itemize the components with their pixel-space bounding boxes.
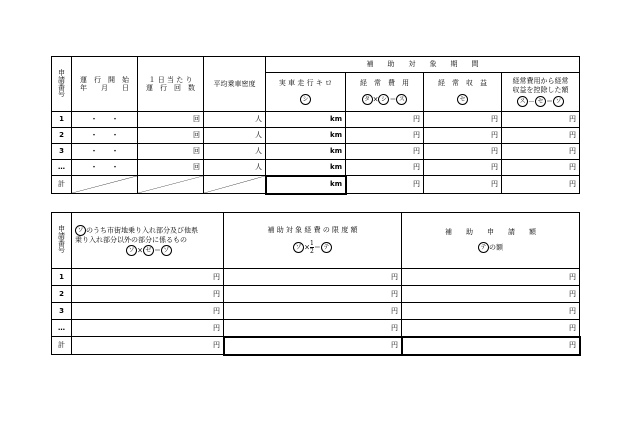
apply-header: 補 助 申 請 額 テ の額 bbox=[402, 213, 580, 269]
total-limit-field[interactable]: 円 bbox=[224, 337, 402, 355]
apply-field[interactable]: 円 bbox=[402, 320, 580, 337]
portion-field[interactable]: 円 bbox=[72, 269, 224, 286]
mark-zo-icon: ゾ bbox=[293, 242, 304, 253]
limit-header: 補 助 対 象 経 費 の 限 度 額 ゾ × $\frac{1}{2}$ ＝ テ bbox=[224, 213, 402, 269]
actual-km-header: 実 車 走 行 キ ロ シ bbox=[266, 73, 346, 112]
mark-so-icon: ソ bbox=[126, 245, 137, 256]
portion-field[interactable]: 円 bbox=[72, 286, 224, 303]
period-title: 補 助 対 象 期 間 bbox=[266, 57, 580, 73]
date-field[interactable]: ・ ・ bbox=[72, 128, 138, 144]
crossed-cell bbox=[72, 176, 138, 194]
km-field[interactable]: km bbox=[266, 112, 346, 128]
subsidy-limit-table bbox=[51, 212, 580, 355]
apply-field[interactable]: 円 bbox=[402, 286, 580, 303]
deduct-header: 経常費用から経常 収益を控除した額 ス － セ ＝ ソ bbox=[502, 73, 580, 112]
date-field[interactable]: ・ ・ bbox=[72, 160, 138, 176]
row-no: 2 bbox=[52, 286, 72, 303]
deduct-field[interactable]: 円 bbox=[502, 160, 580, 176]
row-no: 3 bbox=[52, 303, 72, 320]
deduct-field[interactable]: 円 bbox=[502, 128, 580, 144]
row-no: … bbox=[52, 160, 72, 176]
total-km-field[interactable]: km bbox=[266, 176, 346, 194]
runs-field[interactable]: 回 bbox=[138, 112, 204, 128]
crossed-cell bbox=[138, 176, 204, 194]
km-field[interactable]: km bbox=[266, 144, 346, 160]
mark-so-icon: ソ bbox=[553, 96, 564, 107]
mark-su-icon: ス bbox=[517, 96, 528, 107]
mark-su-icon: ス bbox=[396, 94, 407, 105]
revenue-field[interactable]: 円 bbox=[424, 144, 502, 160]
density-field[interactable]: 人 bbox=[204, 144, 266, 160]
cost-field[interactable]: 円 bbox=[346, 128, 424, 144]
mark-shi-icon: シ bbox=[300, 94, 311, 105]
cost-field[interactable]: 円 bbox=[346, 144, 424, 160]
density-field[interactable]: 人 bbox=[204, 160, 266, 176]
apply-field[interactable]: 円 bbox=[402, 303, 580, 320]
row-no: … bbox=[52, 320, 72, 337]
crossed-cell bbox=[204, 176, 266, 194]
mark-ze-icon: ゼ bbox=[143, 245, 154, 256]
revenue-field[interactable]: 円 bbox=[424, 160, 502, 176]
density-header: 平均乗車密度 bbox=[204, 57, 266, 112]
runs-field[interactable]: 回 bbox=[138, 128, 204, 144]
subsidy-period-table bbox=[51, 56, 580, 194]
table-row bbox=[52, 144, 580, 160]
deduct-field[interactable]: 円 bbox=[502, 112, 580, 128]
mark-se-icon: セ bbox=[535, 96, 546, 107]
density-field[interactable]: 人 bbox=[204, 112, 266, 128]
revenue-field[interactable]: 円 bbox=[424, 112, 502, 128]
limit-field[interactable]: 円 bbox=[224, 269, 402, 286]
table-row bbox=[52, 128, 580, 144]
limit-field[interactable]: 円 bbox=[224, 303, 402, 320]
start-date-header: 運 行 開 始 年 月 日 bbox=[72, 57, 138, 112]
table-row bbox=[52, 269, 580, 286]
apply-field[interactable]: 円 bbox=[402, 269, 580, 286]
deduct-field[interactable]: 円 bbox=[502, 144, 580, 160]
mark-zo-icon: ゾ bbox=[161, 245, 172, 256]
cost-field[interactable]: 円 bbox=[346, 160, 424, 176]
runs-field[interactable]: 回 bbox=[138, 144, 204, 160]
total-portion-field[interactable]: 円 bbox=[72, 337, 224, 355]
km-field[interactable]: km bbox=[266, 128, 346, 144]
limit-field[interactable]: 円 bbox=[224, 320, 402, 337]
one-half-fraction: $\frac{1}{2}$ bbox=[310, 239, 314, 255]
mark-ta-icon: タ bbox=[362, 94, 373, 105]
mark-so-icon: ソ bbox=[75, 225, 86, 236]
mark-te-icon: テ bbox=[321, 242, 332, 253]
revenue-field[interactable]: 円 bbox=[424, 128, 502, 144]
table-row bbox=[52, 160, 580, 176]
density-field[interactable]: 人 bbox=[204, 128, 266, 144]
limit-field[interactable]: 円 bbox=[224, 286, 402, 303]
date-field[interactable]: ・ ・ bbox=[72, 112, 138, 128]
km-field[interactable]: km bbox=[266, 160, 346, 176]
table-row bbox=[52, 303, 580, 320]
row-no: 1 bbox=[52, 269, 72, 286]
mark-te-icon: テ bbox=[478, 242, 489, 253]
daily-runs-header: １ 日 当 た り 運 行 回 数 bbox=[138, 57, 204, 112]
total-label: 計 bbox=[52, 337, 72, 355]
total-row bbox=[52, 337, 580, 355]
cost-field[interactable]: 円 bbox=[346, 112, 424, 128]
mark-shi-icon: シ bbox=[378, 94, 389, 105]
row-no: 2 bbox=[52, 128, 72, 144]
total-apply-field[interactable]: 円 bbox=[402, 337, 580, 355]
portion-field[interactable]: 円 bbox=[72, 303, 224, 320]
app-no-header: 申請番号 bbox=[52, 213, 72, 269]
cost-header: 経 常 費 用 タ × シ ＝ ス bbox=[346, 73, 424, 112]
total-cost-field[interactable]: 円 bbox=[346, 176, 424, 194]
table-row bbox=[52, 320, 580, 337]
row-no: 1 bbox=[52, 112, 72, 128]
table-row bbox=[52, 286, 580, 303]
revenue-header: 経 常 収 益 セ bbox=[424, 73, 502, 112]
portion-field[interactable]: 円 bbox=[72, 320, 224, 337]
runs-field[interactable]: 回 bbox=[138, 160, 204, 176]
portion-header: ソ のうち市街地乗り入れ部分及び他県 乗り入れ部分以外の部分に係るもの ソ × ゼ ＝ ゾ bbox=[72, 213, 224, 269]
total-label: 計 bbox=[52, 176, 72, 194]
row-no: 3 bbox=[52, 144, 72, 160]
date-field[interactable]: ・ ・ bbox=[72, 144, 138, 160]
mark-se-icon: セ bbox=[457, 94, 468, 105]
total-row bbox=[52, 176, 580, 194]
app-no-header: 申請番号 bbox=[52, 57, 72, 112]
table-row bbox=[52, 112, 580, 128]
total-deduct-field[interactable]: 円 bbox=[502, 176, 580, 194]
total-revenue-field[interactable]: 円 bbox=[424, 176, 502, 194]
